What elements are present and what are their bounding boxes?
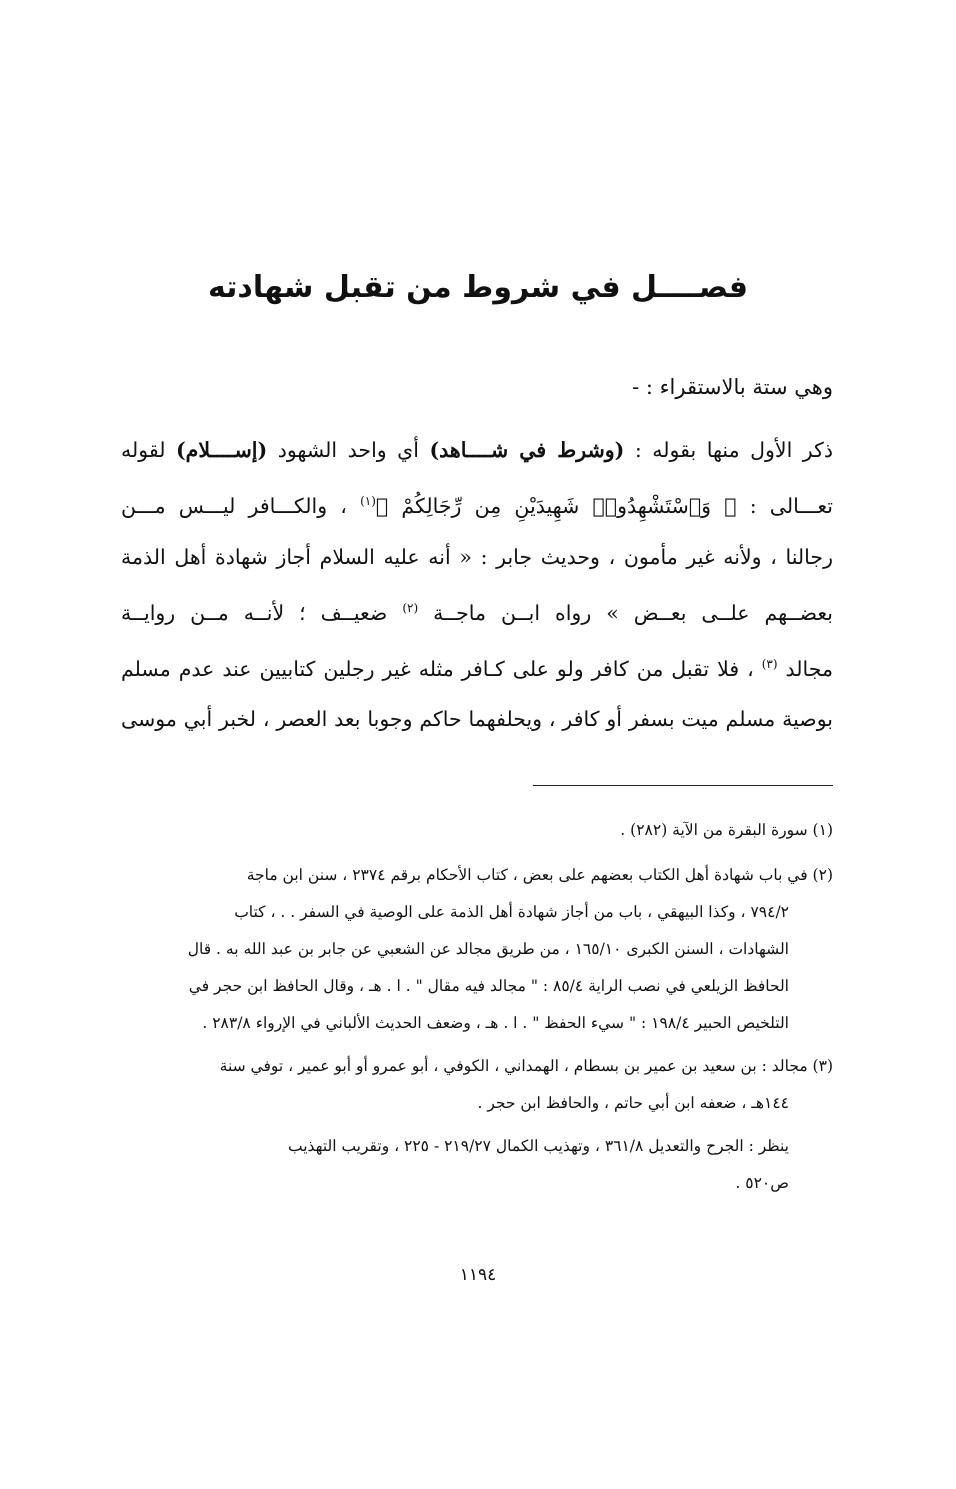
- footnote-2-line: الشهادات ، السنن الكبرى ١٦٥/١٠ ، من طريق مجالد عن الشعبي عن جابر بن عبد الله به . قال: [187, 940, 789, 958]
- footnote-2: [121, 857, 833, 1042]
- main-line-3: رجالنا ، ولأنه غير مأمون ، وحديث جابر : « أنه عليه السلام أجاز شهادة أهل الذمة: [121, 544, 833, 569]
- bold-term: (وشرط في شــــاهد): [429, 438, 625, 462]
- main-line-4: [121, 583, 833, 639]
- quran-verse: ﴿ وَٱسْتَشْهِدُوا۟ شَهِيدَيْنِ مِن رِّجَالِكُمْ ﴾: [375, 493, 737, 518]
- footnote-ref: (٢): [402, 600, 419, 615]
- text-span: أي واحد الشهود: [267, 438, 430, 462]
- footnote-2-line: التلخيص الحبير ١٩٨/٤ : " سيء الحفظ " . ا . هـ ، وضعف الحديث الألباني في الإرواء ٢٨٣/٨ .: [202, 1014, 789, 1032]
- text-span: ذكر الأول منها بقوله :: [624, 438, 833, 462]
- footnote-3: [121, 1048, 833, 1122]
- text-span: بعضــهم علــى بعــض » رواه ابــن ماجــة: [418, 600, 833, 625]
- footnote-separator: [533, 785, 833, 786]
- footnote-3-line: (٣) مجالد : بن سعيد بن عمير بن بسطام ، الهمداني ، الكوفي ، أبو عمرو أو أبو عمير ، توفي سنة: [219, 1057, 833, 1075]
- footnote-2-line: (٢) في باب شهادة أهل الكتاب بعضهم على بعض ، كتاب الأحكام برقم ٢٣٧٤ ، سنن ابن ماجة: [246, 866, 833, 884]
- footnote-3-line: ١٤٤هـ ، ضعفه ابن أبي حاتم ، والحافظ ابن حجر .: [477, 1094, 789, 1112]
- text-span: تعـــالى :: [736, 493, 834, 518]
- footnote-references-line: ص٥٢٠ .: [735, 1174, 789, 1192]
- text-span: ، والكـــافر ليـــس مـــن: [121, 493, 361, 518]
- main-text: [121, 425, 833, 745]
- text-span: لقوله: [121, 438, 176, 462]
- text-span: مجالد: [777, 656, 834, 681]
- footnotes: [121, 812, 833, 1202]
- page-number: ١١٩٤: [459, 1265, 497, 1285]
- footnote-references-line: ينظر : الجرح والتعديل ٣٦١/٨ ، وتهذيب الكمال ٢١٩/٢٧ - ٢٢٥ ، وتقريب التهذيب: [288, 1137, 789, 1155]
- main-line-6: بوصية مسلم ميت بسفر أو كافر ، ويحلفهما حاكم وجوبا بعد العصر ، لخبر أبي موسى: [121, 707, 833, 732]
- footnote-2-line: ٧٩٤/٢ ، وكذا البيهقي ، باب من أجاز شهادة أهل الذمة على الوصية في السفر . . ، كتاب: [234, 903, 789, 921]
- text-span: ، فلا تقبل من كافر ولو على كـافر مثله غير رجلين كتابيين عند عدم مسلم: [121, 656, 762, 681]
- text-span: ضعيــف ؛ لأنــه مــن روايــة: [121, 600, 403, 625]
- main-line-2: [121, 476, 833, 532]
- section-title: فصــــل في شروط من تقبل شهادته: [207, 270, 749, 305]
- footnote-ref: (٣): [761, 656, 778, 671]
- main-line-1: [121, 425, 833, 476]
- intro-line: وهي ستة بالاستقراء : -: [632, 375, 833, 399]
- footnote-ref: (١): [360, 494, 376, 508]
- footnote-references: [121, 1128, 833, 1202]
- footnote-2-line: الحافظ الزيلعي في نصب الراية ٨٥/٤ : " مجالد فيه مقال " . ا . هـ ، وقال الحافظ ابن حجر في: [188, 977, 789, 995]
- bold-term: (إســــلام): [175, 438, 268, 462]
- footnote-1: (١) سورة البقرة من الآية (٢٨٢) .: [620, 821, 833, 839]
- main-line-5: [121, 639, 833, 695]
